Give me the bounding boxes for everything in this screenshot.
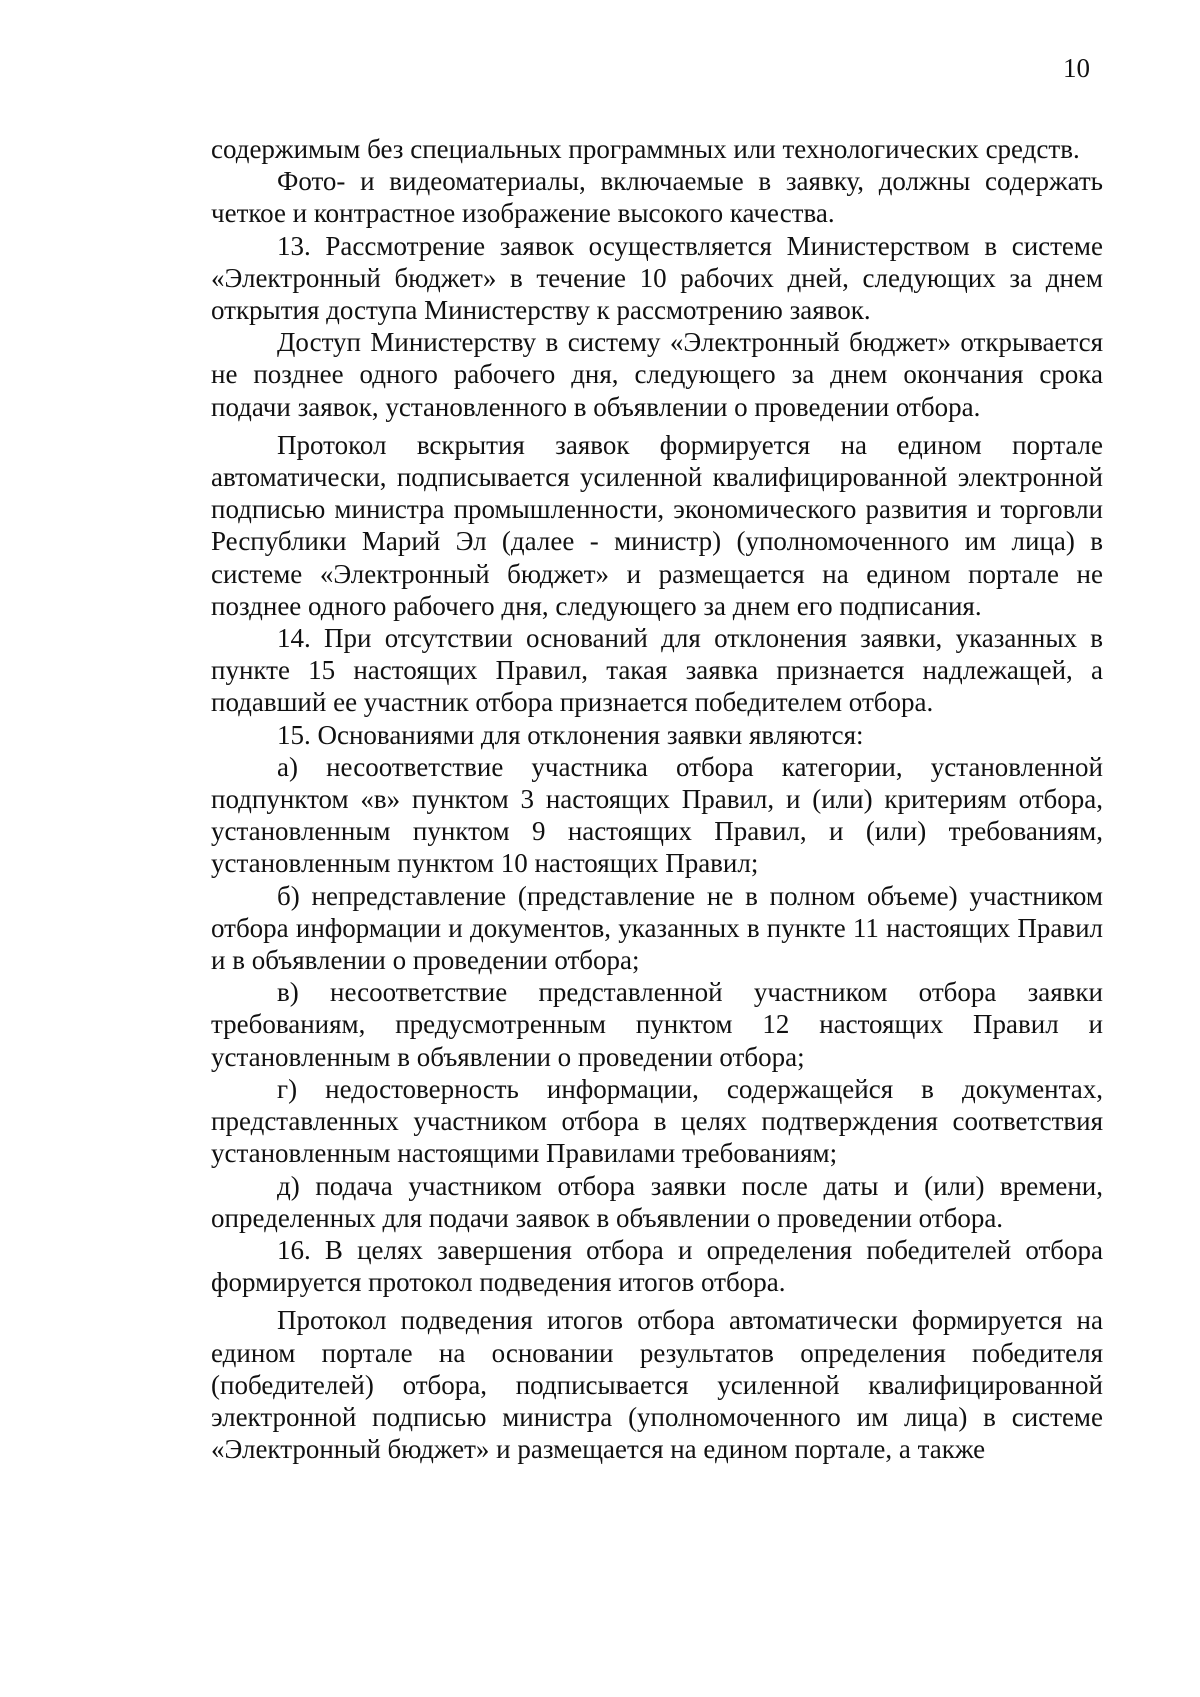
document-body: [211, 133, 1103, 1465]
paragraph-photo-video: Фото- и видеоматериалы, включаемые в заявку, должны содержать четкое и контрастное изображение высокого качества.: [211, 166, 1103, 229]
paragraph-item-16: 16. В целях завершения отбора и определения победителей отбора формируется протокол подведения итогов отбора.: [211, 1234, 1103, 1298]
paragraph-item-15d: д) подача участником отбора заявки после даты и (или) времени, определенных для подачи заявок в объявлении о проведении отбора.: [211, 1170, 1103, 1233]
paragraph-item-15g: г) недостоверность информации, содержащейся в документах, представленных участником отбора в целях подтверждения соответствия установленным настоящими Правилами требованиям;: [211, 1073, 1103, 1169]
paragraph-item-15v: в) несоответствие представленной участником отбора заявки требованиям, предусмотренным пунктом 12 настоящих Правил и установленным в объявлении о проведении отбора;: [211, 977, 1103, 1072]
paragraph-item-15b: б) непредставление (представление не в полном объеме) участником отбора информации и документов, указанных в пункте 11 настоящих Правил и в объявлении о проведении отбора;: [211, 880, 1103, 976]
paragraph-continuation: содержимым без специальных программных или технологических средств.: [211, 134, 1080, 164]
paragraph-item-14: 14. При отсутствии оснований для отклонения заявки, указанных в пункте 15 настоящих Правил, такая заявка признается надлежащей, а подавший ее участник отбора признается победителем отбора.: [211, 623, 1103, 718]
paragraph-results-protocol: Протокол подведения итогов отбора автоматически формируется на едином портале на основании результатов определения победителя (победителей) отбора, подписывается усиленной квалифицированной электронной подписью министра (уполномоченного им лица) в системе «Электронный бюджет» и размещается на едином портале, а также: [211, 1305, 1103, 1465]
paragraph-access: Доступ Министерству в систему «Электронный бюджет» открывается не позднее одного рабочего дня, следующего за днем окончания срока подачи заявок, установленного в объявлении о проведении отбора.: [211, 327, 1103, 422]
paragraph-item-15: 15. Основаниями для отклонения заявки являются:: [277, 719, 864, 750]
paragraph-item-13: 13. Рассмотрение заявок осуществляется Министерством в системе «Электронный бюджет» в течение 10 рабочих дней, следующих за днем открытия доступа Министерству к рассмотрению заявок.: [211, 230, 1103, 326]
page-number: 10: [1063, 53, 1090, 83]
paragraph-opening-protocol: Протокол вскрытия заявок формируется на едином портале автоматически, подписывается усиленной квалифицированной электронной подписью министра промышленности, экономического развития и торговли Республики Марий Эл (далее - министр) (уполномоченного им лица) в системе «Электронный бюджет» и размещается на едином портале не позднее одного рабочего дня, следующего за днем его подписания.: [211, 429, 1103, 621]
paragraph-item-15a: а) несоответствие участника отбора категории, установленной подпунктом «в» пунктом 3 настоящих Правил, и (или) критериям отбора, установленным пунктом 9 настоящих Правил, и (или) требованиям, установленным пунктом 10 настоящих Правил;: [211, 751, 1103, 879]
